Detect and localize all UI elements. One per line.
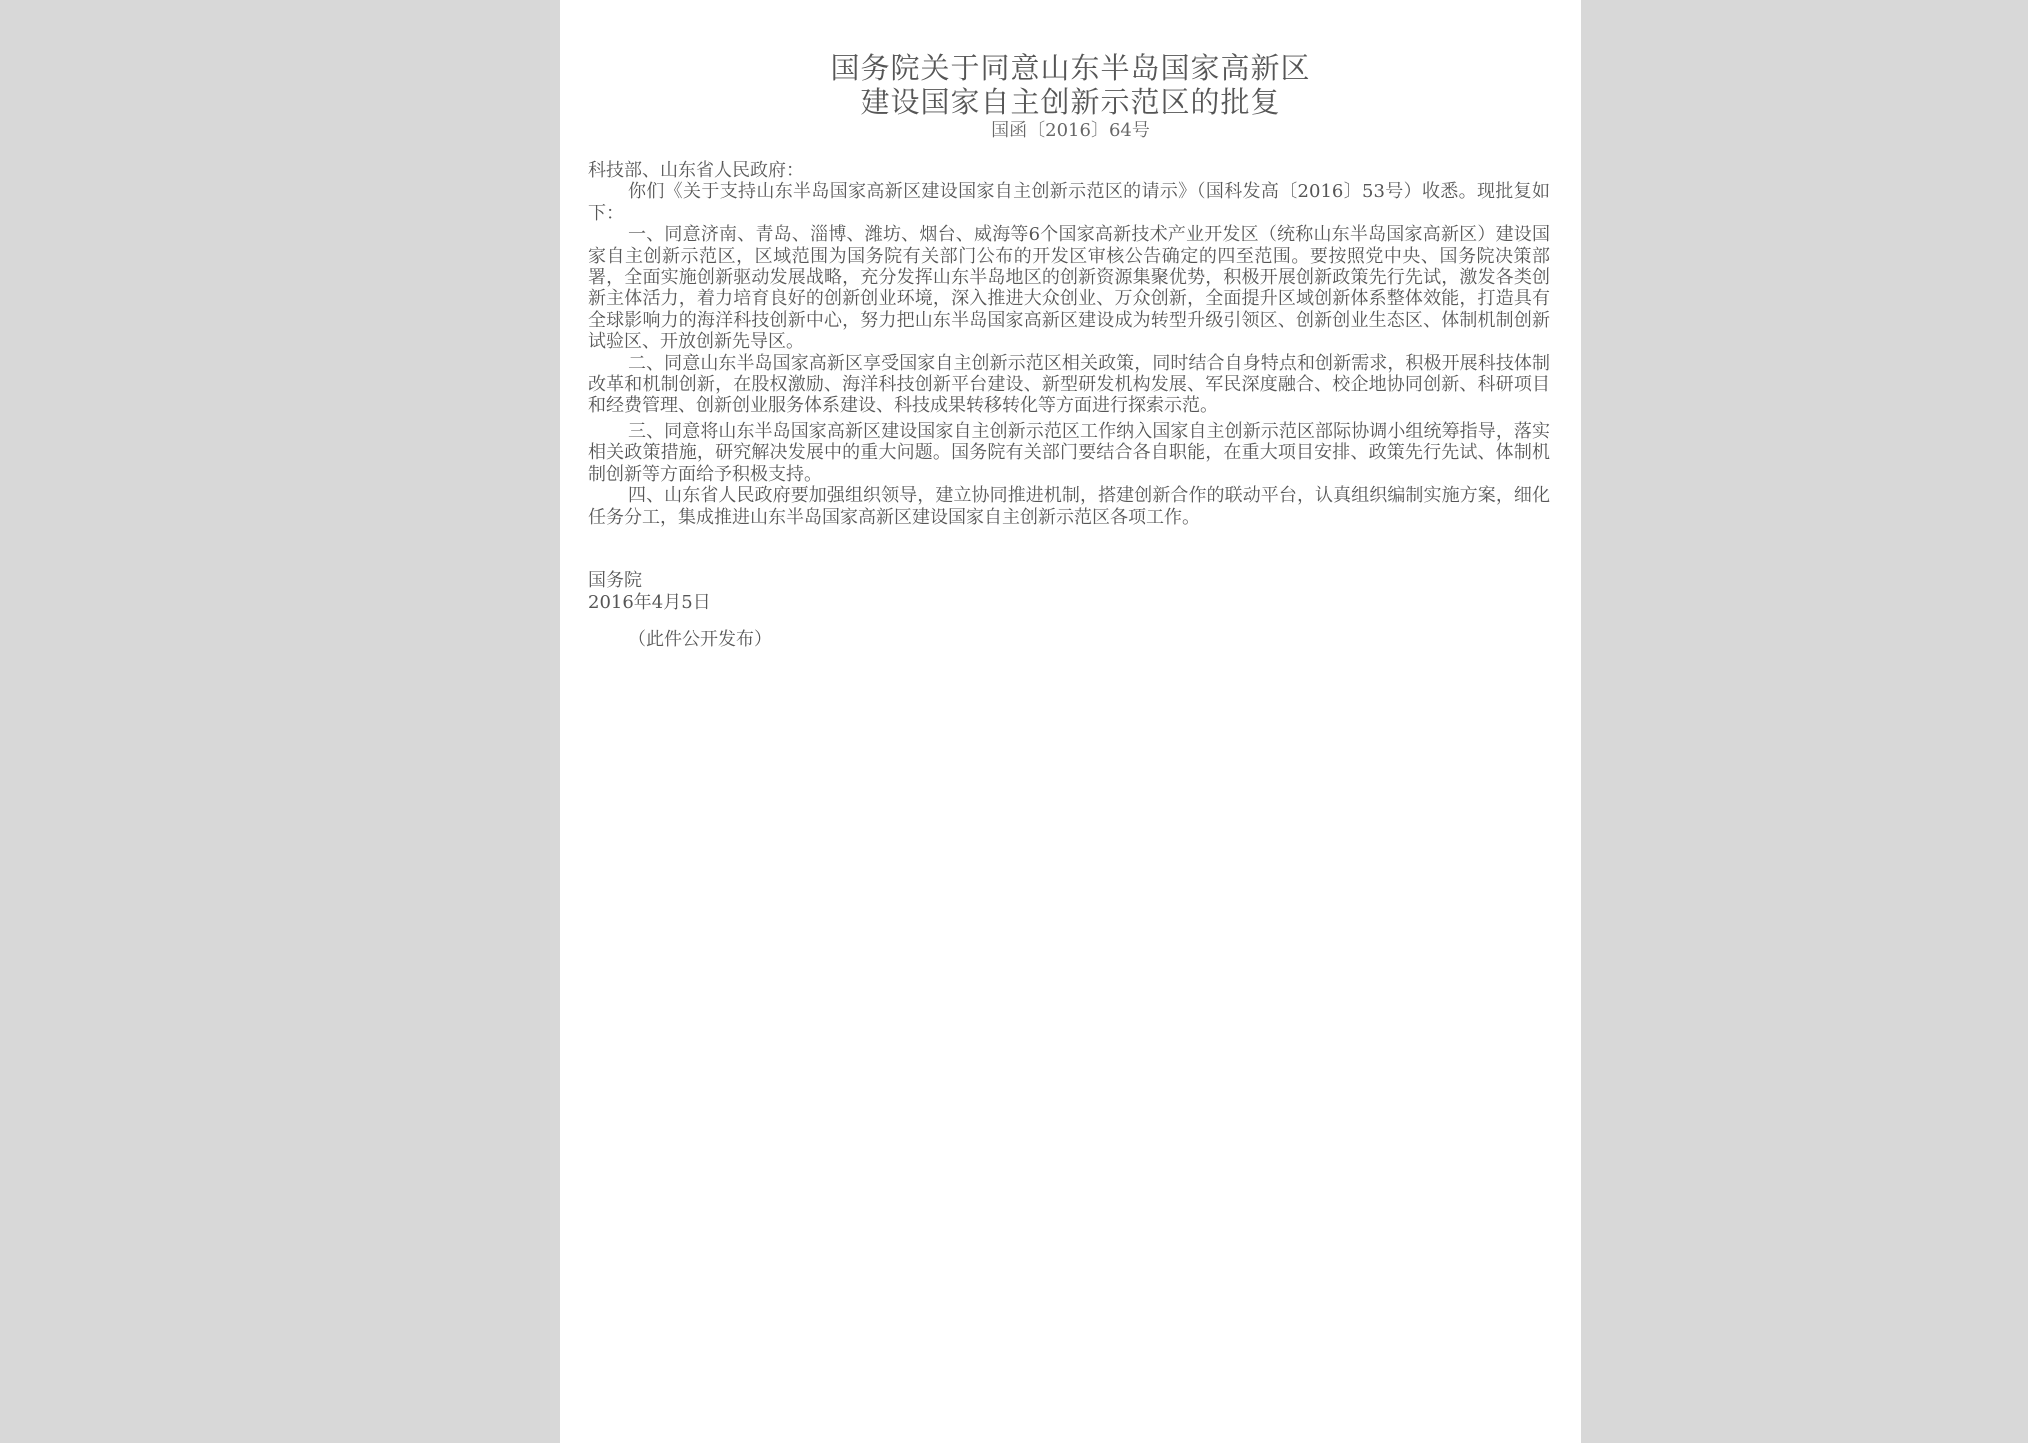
document-title-line-2: 建设国家自主创新示范区的批复: [860, 85, 1281, 119]
paragraph-item-4: 四、山东省人民政府要加强组织领导，建立协同推进机制，搭建创新合作的联动平台，认真组织编制实施方案，细化任务分工，集成推进山东半岛国家高新区建设国家自主创新示范区各项工作。: [588, 485, 1550, 528]
document-number: 国函〔2016〕64号: [991, 120, 1150, 141]
addressee: 科技部、山东省人民政府：: [588, 160, 804, 181]
paragraph-item-2: 二、同意山东半岛国家高新区享受国家自主创新示范区相关政策，同时结合自身特点和创新需求，积极开展科技体制改革和机制创新，在股权激励、海洋科技创新平台建设、新型研发机构发展、军民深度融合、校企地协同创新、科研项目和经费管理、创新创业服务体系建设、科技成果转移转化等方面进行探索示范。: [588, 352, 1550, 417]
release-note: （此件公开发布）: [628, 629, 772, 650]
issue-date: 2016年4月5日: [588, 592, 711, 613]
paragraph-intro: 你们《关于支持山东半岛国家高新区建设国家自主创新示范区的请示》（国科发高〔2016〕53号）收悉。现批复如下：: [588, 181, 1550, 224]
document-page: [560, 0, 1581, 1443]
paragraph-item-3: 三、同意将山东半岛国家高新区建设国家自主创新示范区工作纳入国家自主创新示范区部际协调小组统筹指导，落实相关政策措施，研究解决发展中的重大问题。国务院有关部门要结合各自职能，在重大项目安排、政策先行先试、体制机制创新等方面给予积极支持。: [588, 420, 1550, 485]
document-body: [588, 160, 1550, 528]
signer: 国务院: [588, 570, 642, 591]
paragraph-item-1: 一、同意济南、青岛、淄博、潍坊、烟台、威海等6个国家高新技术产业开发区（统称山东半岛国家高新区）建设国家自主创新示范区，区域范围为国务院有关部门公布的开发区审核公告确定的四至范围。要按照党中央、国务院决策部署，全面实施创新驱动发展战略，充分发挥山东半岛地区的创新资源集聚优势，积极开展创新政策先行先试，激发各类创新主体活力，着力培育良好的创新创业环境，深入推进大众创业、万众创新，全面提升区域创新体系整体效能，打造具有全球影响力的海洋科技创新中心，努力把山东半岛国家高新区建设成为转型升级引领区、创新创业生态区、体制机制创新试验区、开放创新先导区。: [588, 224, 1550, 353]
document-title-line-1: 国务院关于同意山东半岛国家高新区: [830, 51, 1311, 85]
